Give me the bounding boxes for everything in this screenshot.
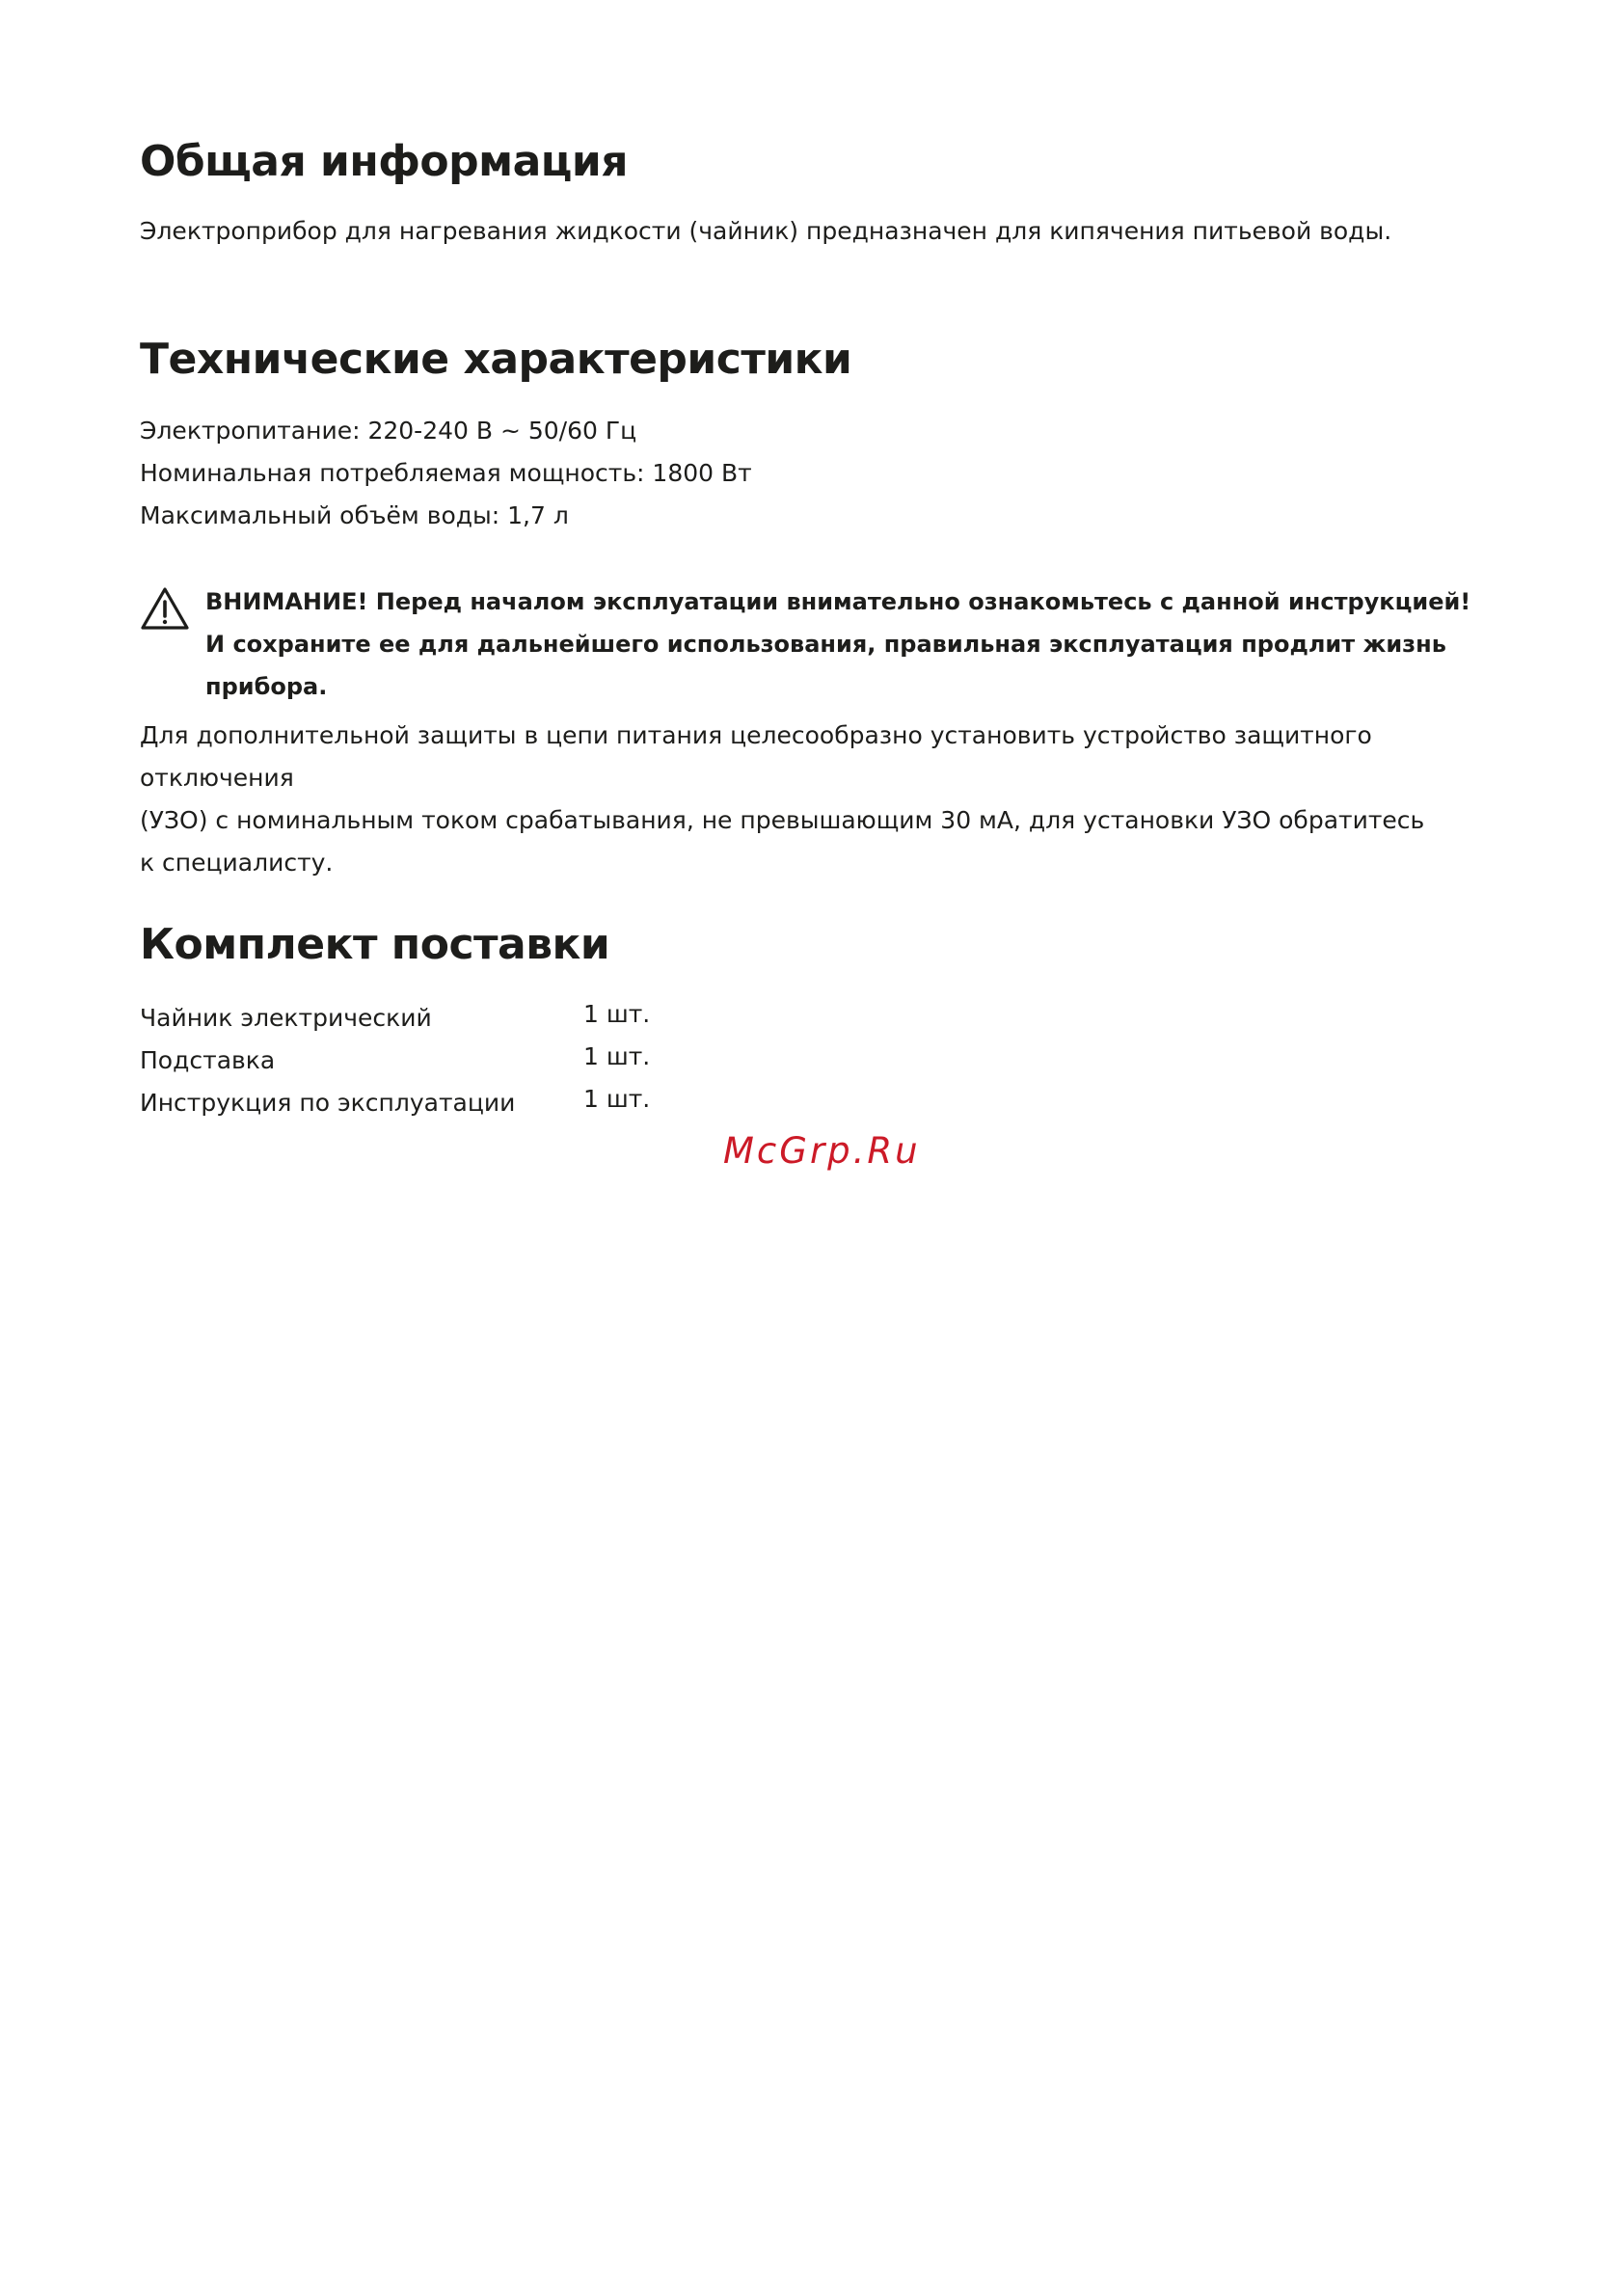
rcd-note-line-1: Для дополнительной защиты в цепи питания целесообразно установить устройство защитного отключения — [140, 721, 1372, 792]
table-row — [140, 1082, 650, 1124]
item-name: Инструкция по эксплуатации — [140, 1089, 516, 1117]
general-description: Электроприбор для нагревания жидкости (чайник) предназначен для кипячения питьевой воды. — [140, 217, 1392, 245]
section-general-info — [140, 135, 1391, 253]
section-heading-package: Комплект поставки — [140, 920, 610, 969]
section-package-contents — [140, 918, 650, 1124]
spec-power-supply: Электропитание: 220-240 В ~ 50/60 Гц — [140, 417, 637, 445]
warning-line-1: ВНИМАНИЕ! Перед началом эксплуатации внимательно ознакомьтесь с данной инструкцией! — [205, 588, 1471, 615]
specifications-list — [140, 410, 851, 537]
warning-text — [205, 581, 1490, 708]
item-quantity: 1 шт. — [583, 1042, 651, 1070]
item-quantity: 1 шт. — [583, 1085, 651, 1113]
warning-block — [140, 586, 1490, 708]
section-specifications — [140, 333, 851, 537]
section-heading-specifications: Технические характеристики — [140, 335, 852, 384]
item-name: Чайник электрический — [140, 1004, 432, 1032]
watermark: McGrp.Ru — [723, 1130, 921, 1172]
rcd-note-line-2: (УЗО) с номинальным током срабатывания, не превышающим 30 мА, для установки УЗО обратитесь — [140, 806, 1425, 834]
package-contents-table — [140, 997, 650, 1124]
rcd-note-line-3: к специалисту. — [140, 849, 334, 877]
section-heading-general: Общая информация — [140, 137, 628, 186]
spec-max-volume: Максимальный объём воды: 1,7 л — [140, 501, 569, 529]
item-name: Подставка — [140, 1046, 276, 1074]
table-row — [140, 997, 650, 1040]
spec-rated-power: Номинальная потребляемая мощность: 1800 Вт — [140, 459, 752, 487]
table-row — [140, 1040, 650, 1082]
warning-line-2: И сохраните ее для дальнейшего использования, правильная эксплуатация продлит жизнь прибора. — [205, 631, 1446, 700]
item-quantity: 1 шт. — [583, 1000, 651, 1028]
warning-triangle-icon — [140, 586, 190, 631]
rcd-note — [140, 715, 1490, 884]
